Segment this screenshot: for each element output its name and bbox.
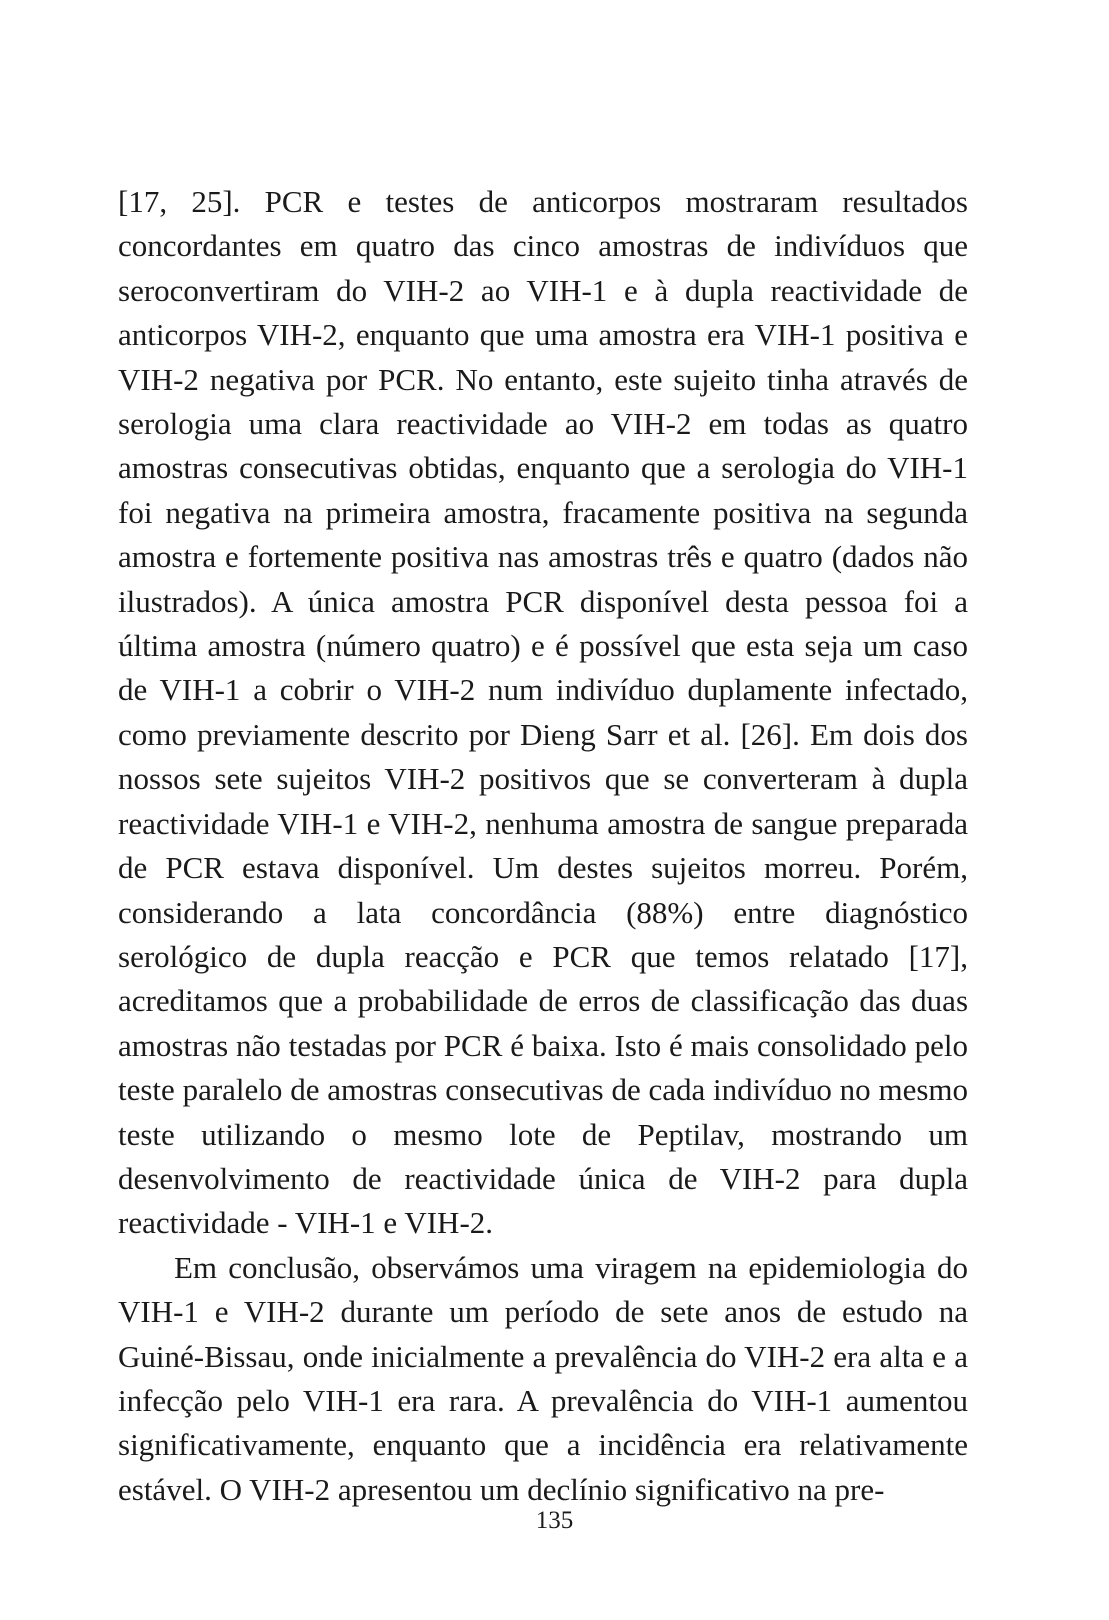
text-line: que se converteram à dupla reactividade VIH-1 e VIH-2, nenhuma <box>118 761 969 841</box>
text-line: duplamente infectado, como previamente descrito por Dieng <box>118 672 968 752</box>
text-line: anticorpos VIH-2, enquanto que uma amostra era VIH-1 positiva <box>118 317 944 353</box>
text-line: classificação das duas amostras não testadas por PCR é baixa. Isto <box>118 983 969 1063</box>
text-line: de serologia uma clara reactividade ao VIH-2 em todas as quatro <box>118 361 969 442</box>
text-line: [17, 25]. PCR e testes de anticorpos mostraram resultados <box>118 184 968 219</box>
text-line: segunda amostra e fortemente positiva nas amostras três e <box>118 494 968 575</box>
text-line: de VIH-2 para dupla reactividade - VIH-1 e VIH-2. <box>118 1160 968 1241</box>
text-line: e a infecção pelo VIH-1 era rara. A prevalência do VIH-1 aumentou <box>118 1338 968 1418</box>
page-number: 135 <box>535 1507 574 1534</box>
text-line: Guiné-Bissau, onde inicialmente a prevalência do VIH-2 era alta <box>118 1338 925 1374</box>
text-line: do VIH-1 e VIH-2 durante um período de sete anos de estudo na <box>118 1249 968 1330</box>
text-line: é mais consolidado pelo teste paralelo de amostras consecutivas <box>118 1027 968 1108</box>
text-line: quatro (dados não ilustrados). A única amostra PCR disponível <box>118 539 969 619</box>
text-line: e VIH-2 negativa por PCR. No entanto, este sujeito tinha através <box>118 317 968 397</box>
paragraph-1 <box>118 180 968 1246</box>
text-line: temos relatado [17], acreditamos que a probabilidade de erros de <box>118 938 968 1019</box>
text-line: amostras consecutivas obtidas, enquanto que a serologia do <box>118 450 877 486</box>
text-line: Em conclusão, observámos uma viragem na epidemiologia <box>174 1249 926 1285</box>
text-line: concordantes em quatro das cinco amostras de indivíduos que <box>118 228 968 264</box>
text-line: (88%) entre diagnóstico serológico de dupla reacção e PCR que <box>118 894 968 974</box>
text-line: Sarr et al. [26]. Em dois dos nossos sete sujeitos VIH-2 positivos <box>118 716 968 797</box>
text-line: destes sujeitos morreu. Porém, considerando a lata concordância <box>118 850 968 930</box>
text-line: desta pessoa foi a última amostra (número quatro) e é possível <box>118 583 968 664</box>
text-line: VIH-1 foi negativa na primeira amostra, fracamente positiva na <box>118 450 968 530</box>
text-line: de cada indivíduo no mesmo teste utilizando o mesmo lote de <box>118 1072 969 1152</box>
text-line: amostra de sangue preparada de PCR estava disponível. Um <box>118 805 968 886</box>
text-line: que esta seja um caso de VIH-1 a cobrir o VIH-2 num indivíduo <box>118 628 968 708</box>
text-line: significativamente, enquanto que a incidência era relativamente <box>118 1427 968 1463</box>
text-line: Peptilav, mostrando um desenvolvimento de reactividade única <box>118 1116 968 1196</box>
text-line: estável. O VIH-2 apresentou um declínio significativo na pre- <box>118 1471 885 1507</box>
text-line: seroconvertiram do VIH-2 ao VIH-1 e à dupla reactividade de <box>118 272 968 308</box>
paragraph-2 <box>118 1246 968 1512</box>
body-text <box>118 180 968 1512</box>
